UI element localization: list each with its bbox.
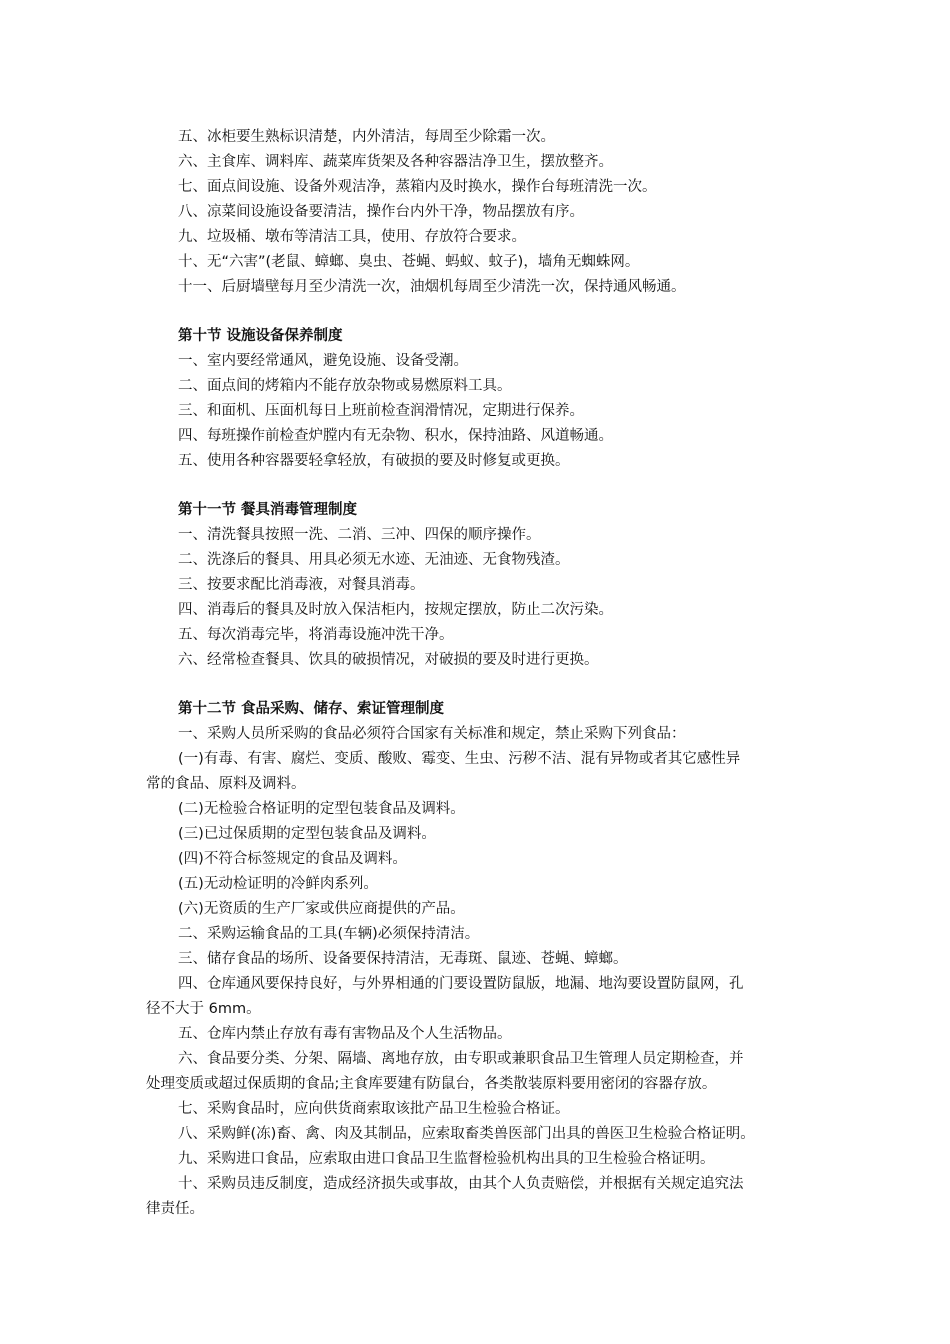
section-title: 第十二节 食品采购、储存、索证管理制度 [178,701,445,717]
sub-item: (二)无检验合格证明的定型包装食品及调料。 [178,801,465,817]
sub-item: (四)不符合标签规定的食品及调料。 [178,851,407,867]
list-item: 九、采购进口食品，应索取由进口食品卫生监督检验机构出具的卫生检验合格证明。 [178,1151,715,1167]
list-item: 五、仓库内禁止存放有毒有害物品及个人生活物品。 [178,1026,512,1042]
list-item: 五、使用各种容器要轻拿轻放，有破损的要及时修复或更换。 [178,453,570,469]
section-title: 第十节 设施设备保养制度 [178,328,343,344]
sub-item-continuation: 常的食品、原料及调料。 [146,776,306,792]
list-item: 一、清洗餐具按照一洗、二消、三冲、四保的顺序操作。 [178,527,541,543]
section-prev-list [178,125,830,300]
list-item: 七、采购食品时，应向供货商索取该批产品卫生检验合格证。 [178,1101,570,1117]
list-item: 四、每班操作前检查炉膛内有无杂物、积水，保持油路、风道畅通。 [178,428,613,444]
list-item: 四、仓库通风要保持良好，与外界相通的门要设置防鼠版，地漏、地沟要设置防鼠网，孔 [178,976,744,992]
sub-item: (六)无资质的生产厂家或供应商提供的产品。 [178,901,465,917]
section-10 [178,324,830,474]
section-title: 第十一节 餐具消毒管理制度 [178,502,358,518]
list-item: 二、洗涤后的餐具、用具必须无水迹、无油迹、无食物残渣。 [178,552,570,568]
list-item: 四、消毒后的餐具及时放入保洁柜内，按规定摆放，防止二次污染。 [178,602,613,618]
list-item: 三、储存食品的场所、设备要保持清洁，无毒斑、鼠迹、苍蝇、蟑螂。 [178,951,628,967]
list-item: 五、冰柜要生熟标识清楚，内外清洁，每周至少除霜一次。 [178,129,555,145]
list-item: 六、主食库、调料库、蔬菜库货架及各种容器洁净卫生，摆放整齐。 [178,154,613,170]
list-item: 八、凉菜间设施设备要清洁，操作台内外干净，物品摆放有序。 [178,204,584,220]
list-item: 二、采购运输食品的工具(车辆)必须保持清洁。 [178,926,480,942]
list-item-continuation: 径不大于 6mm。 [146,1001,261,1017]
list-item: 三、和面机、压面机每日上班前检查润滑情况，定期进行保养。 [178,403,584,419]
list-item-continuation: 律责任。 [146,1201,204,1217]
list-item: 一、采购人员所采购的食品必须符合国家有关标准和规定，禁止采购下列食品： [178,726,686,742]
list-item: 一、室内要经常通风，避免设施、设备受潮。 [178,353,468,369]
list-item: 二、面点间的烤箱内不能存放杂物或易燃原料工具。 [178,378,512,394]
sub-item: (五)无动检证明的冷鲜肉系列。 [178,876,378,892]
list-item: 九、垃圾桶、墩布等清洁工具，使用、存放符合要求。 [178,229,526,245]
list-item: 八、采购鲜(冻)畜、禽、肉及其制品，应索取畜类兽医部门出具的兽医卫生检验合格证明。 [178,1126,755,1142]
section-11 [178,498,830,673]
sub-item: (三)已过保质期的定型包装食品及调料。 [178,826,436,842]
list-item: 六、经常检查餐具、饮具的破损情况，对破损的要及时进行更换。 [178,652,599,668]
list-item: 七、面点间设施、设备外观洁净，蒸箱内及时换水，操作台每班清洗一次。 [178,179,657,195]
list-item: 十一、后厨墙壁每月至少清洗一次，油烟机每周至少清洗一次，保持通风畅通。 [178,279,686,295]
list-item: 十、采购员违反制度，造成经济损失或事故，由其个人负责赔偿，并根据有关规定追究法 [178,1176,744,1192]
list-item-continuation: 处理变质或超过保质期的食品;主食库要建有防鼠台，各类散装原料要用密闭的容器存放。 [146,1076,717,1092]
list-item: 十、无“六害”(老鼠、蟑螂、臭虫、苍蝇、蚂蚁、蚊子)，墙角无蜘蛛网。 [178,254,640,270]
list-item: 六、食品要分类、分架、隔墙、离地存放，由专职或兼职食品卫生管理人员定期检查，并 [178,1051,744,1067]
list-item: 三、按要求配比消毒液，对餐具消毒。 [178,577,425,593]
section-12 [146,697,830,1222]
sub-item: (一)有毒、有害、腐烂、变质、酸败、霉变、生虫、污秽不洁、混有异物或者其它感性异 [178,751,741,767]
list-item: 五、每次消毒完毕，将消毒设施冲洗干净。 [178,627,454,643]
